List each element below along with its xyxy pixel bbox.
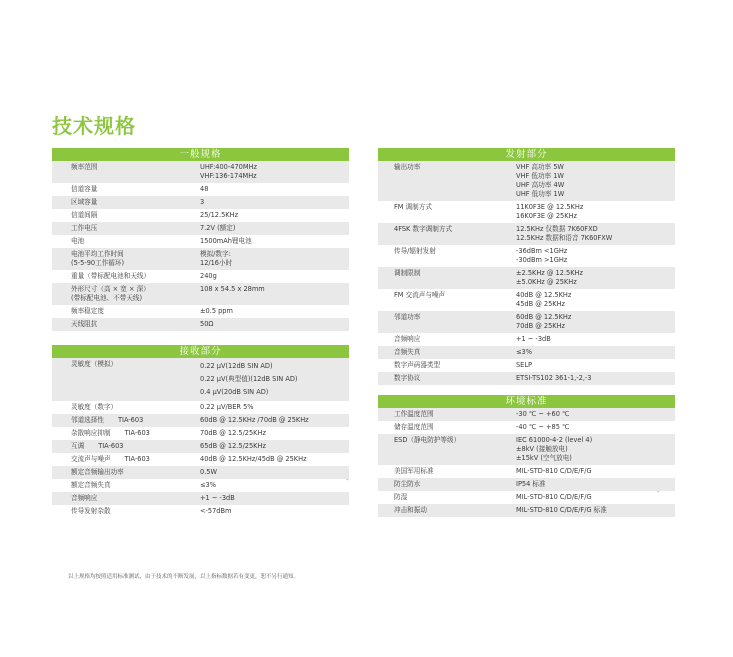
spec-label-line: 数字协议 xyxy=(394,374,421,382)
spec-value xyxy=(200,492,235,505)
spec-value-line: 240g xyxy=(200,272,217,280)
spec-value-line: 45dB @ 25KHz xyxy=(516,300,566,308)
spec-label-line: ESD（静电防护等级） xyxy=(394,436,461,444)
spec-value xyxy=(516,223,612,245)
spec-label-line: 冲击和振动 xyxy=(394,506,427,514)
spec-row xyxy=(378,491,675,504)
spec-value xyxy=(516,311,571,333)
page-title: 技术规格 xyxy=(52,114,136,138)
section-header: 发射部分 xyxy=(378,148,675,161)
spec-row xyxy=(378,372,675,385)
spec-value-line: UHF 高功率 4W xyxy=(516,181,565,189)
spec-value-line: ±5.0KHz @ 25KHz xyxy=(516,278,577,286)
spec-label xyxy=(52,440,200,453)
spec-value xyxy=(516,491,592,504)
spec-value-line: +1 ~ -3dB xyxy=(200,494,235,502)
spec-value xyxy=(516,201,583,223)
spec-row xyxy=(52,466,349,479)
spec-label xyxy=(52,466,200,479)
spec-value-line: 7.2V (额定) xyxy=(200,224,236,232)
spec-label xyxy=(52,161,200,183)
spec-value-line: 25/12.5KHz xyxy=(200,211,239,219)
spec-value-line: 0.22 μV/BER 5% xyxy=(200,403,254,411)
spec-value xyxy=(200,466,217,479)
spec-label-line: 额定音频失真 xyxy=(71,481,111,489)
spec-row xyxy=(52,222,349,235)
spec-value-line: -30dBm >1GHz xyxy=(516,256,568,264)
spec-label xyxy=(52,270,200,283)
spec-label-line: 频率稳定度 xyxy=(71,307,104,315)
spec-row xyxy=(378,359,675,372)
spec-value-line: 0.22 μV(12dB SIN AD) xyxy=(200,362,273,370)
spec-row xyxy=(378,201,675,223)
spec-value-line: 50Ω xyxy=(200,320,214,328)
spec-value xyxy=(516,161,564,201)
spec-label-line: 邻道功率 xyxy=(394,313,421,321)
spec-row xyxy=(378,267,675,289)
spec-value-line: 12.5KHz 数据和语音 7K60FXW xyxy=(516,234,613,242)
spec-label xyxy=(52,414,200,427)
margin-mark: - xyxy=(657,488,660,496)
spec-value-line: 模拟/数字: xyxy=(200,250,231,258)
spec-label-line: 天线阻抗 xyxy=(71,320,98,328)
spec-label-line: 灵敏度（模拟） xyxy=(71,360,118,368)
spec-value-line: 1500mAh锂电池 xyxy=(200,237,252,245)
spec-row xyxy=(378,465,675,478)
spec-row xyxy=(52,270,349,283)
spec-value-line: ±8kV (接触放电) xyxy=(516,445,568,453)
spec-label-line: 音频响应 xyxy=(394,335,421,343)
spec-value xyxy=(200,505,231,518)
spec-label xyxy=(52,358,200,401)
spec-value-line: IEC 61000-4-2 (level 4) xyxy=(516,436,593,444)
spec-label xyxy=(52,479,200,492)
spec-value-line: SELP xyxy=(516,361,533,369)
spec-value-line: ±2.5KHz @ 12.5KHz xyxy=(516,269,583,277)
spec-value xyxy=(200,305,233,318)
spec-label xyxy=(52,427,200,440)
spec-value xyxy=(516,372,592,385)
spec-label-line: (5-5-90工作循环) xyxy=(71,259,125,267)
spec-row xyxy=(378,408,675,421)
spec-row xyxy=(52,401,349,414)
spec-value-line: 60dB @ 12.5KHz /70dB @ 25KHz xyxy=(200,416,309,424)
spec-row xyxy=(52,183,349,196)
spec-value xyxy=(200,248,232,270)
spec-value-line: MIL-STD-810 C/D/E/F/G 标准 xyxy=(516,506,607,514)
spec-value xyxy=(200,161,257,183)
spec-value xyxy=(516,359,532,372)
spec-label-line xyxy=(71,429,200,438)
spec-label xyxy=(52,196,200,209)
spec-label-line: 工作电压 xyxy=(71,224,98,232)
spec-row xyxy=(52,479,349,492)
spec-row xyxy=(52,235,349,248)
right-spec-column xyxy=(378,148,675,517)
spec-label xyxy=(378,478,516,491)
spec-label xyxy=(52,305,200,318)
spec-label xyxy=(378,311,516,333)
spec-label-line: 美国军用标准 xyxy=(394,467,434,475)
spec-value-line: 40dB @ 12.5KHz/45dB @ 25KHz xyxy=(200,455,307,463)
spec-value-line: 70dB @ 12.5/25KHz xyxy=(200,429,266,437)
spec-label-line: 额定音频输出功率 xyxy=(71,468,124,476)
margin-mark: - xyxy=(346,476,349,484)
spec-label xyxy=(378,434,516,465)
spec-row xyxy=(52,305,349,318)
spec-row xyxy=(52,414,349,427)
spec-label-line: 灵敏度（数字） xyxy=(71,403,118,411)
spec-label-line: 音频失真 xyxy=(394,348,421,356)
spec-value-line: 12/16小时 xyxy=(200,259,233,267)
test-standard: TIA-603 xyxy=(124,429,150,437)
spec-section xyxy=(52,148,349,331)
spec-label-line: 频率范围 xyxy=(71,163,98,171)
spec-value-line: -30 ℃ ~ +60 ℃ xyxy=(516,410,570,418)
spec-label-line: 防尘防水 xyxy=(394,480,421,488)
section-header: 环境标准 xyxy=(378,395,675,408)
spec-label xyxy=(378,346,516,359)
spec-label-line: FM 交流声与噪声 xyxy=(394,291,446,299)
spec-value-line: MIL-STD-810 C/D/E/F/G xyxy=(516,493,592,501)
spec-value-line: ≤3% xyxy=(200,481,216,489)
spec-value-line: IP54 标准 xyxy=(516,480,546,488)
spec-value xyxy=(200,414,309,427)
spec-value-line: 0.22 μV(典型值)(12dB SIN AD) xyxy=(200,375,298,383)
spec-value-line: 0.4 μV(20dB SIN AD) xyxy=(200,388,269,396)
spec-label-line: 传导/辐射发射 xyxy=(394,247,436,255)
spec-value-line: +1 ~ -3dB xyxy=(516,335,551,343)
spec-value xyxy=(516,465,592,478)
spec-value xyxy=(200,358,298,401)
spec-value xyxy=(200,479,216,492)
spec-value xyxy=(200,235,252,248)
spec-value-line: ETSI-TS102 361-1,-2,-3 xyxy=(516,374,592,382)
spec-label-line: (带标配电池、不带天线) xyxy=(71,294,143,302)
spec-label-line: 数字声码器类型 xyxy=(394,361,441,369)
spec-label-text: 交流声与噪声 xyxy=(71,455,111,463)
spec-value xyxy=(516,333,551,346)
spec-label-text: 邻道选择性 xyxy=(71,416,104,424)
spec-label xyxy=(52,318,200,331)
test-standard: TIA-603 xyxy=(117,416,144,424)
spec-value xyxy=(200,401,254,414)
spec-value-line: 3 xyxy=(200,198,205,206)
spec-label-text: 互调 xyxy=(71,442,85,450)
spec-label-line xyxy=(71,455,200,464)
spec-value-line: 60dB @ 12.5KHz xyxy=(516,313,572,321)
spec-value xyxy=(200,453,307,466)
spec-row xyxy=(378,478,675,491)
section-header: 接收部分 xyxy=(52,345,349,358)
spec-row xyxy=(52,427,349,440)
spec-label-line: 电池平均工作时间 xyxy=(71,250,124,258)
spec-value-line: -36dBm <1GHz xyxy=(516,247,568,255)
spec-label xyxy=(378,245,516,267)
spec-value xyxy=(516,346,532,359)
spec-row xyxy=(378,161,675,201)
spec-value xyxy=(200,196,204,209)
spec-label xyxy=(378,201,516,223)
spec-label-line: 外形尺寸（高 × 宽 × 深） xyxy=(71,285,150,293)
spec-value xyxy=(516,421,569,434)
spec-value xyxy=(200,283,265,305)
spec-row xyxy=(52,196,349,209)
spec-value-line: 108 x 54.5 x 28mm xyxy=(200,285,265,293)
spec-row xyxy=(378,311,675,333)
spec-value xyxy=(200,440,266,453)
spec-label-line: FM 调制方式 xyxy=(394,203,432,211)
spec-value xyxy=(516,289,571,311)
spec-label-line: 防湿 xyxy=(394,493,408,501)
spec-label-line xyxy=(71,442,200,451)
spec-value-line: VHF 高功率 5W xyxy=(516,163,564,171)
section-header: 一般规格 xyxy=(52,148,349,161)
spec-label xyxy=(378,372,516,385)
spec-label-line: 区域容量 xyxy=(71,198,98,206)
left-spec-column xyxy=(52,148,349,518)
spec-label xyxy=(378,223,516,245)
spec-section xyxy=(378,395,675,517)
spec-label xyxy=(52,209,200,222)
spec-value-line: ±0.5 ppm xyxy=(200,307,233,315)
spec-label xyxy=(378,408,516,421)
spec-value-line: VHF 低功率 1W xyxy=(516,172,564,180)
spec-row xyxy=(378,504,675,517)
spec-value-line: MIL-STD-810 C/D/E/F/G xyxy=(516,467,592,475)
test-standard: TIA-603 xyxy=(98,442,124,450)
spec-row xyxy=(52,283,349,305)
spec-label xyxy=(52,505,200,518)
spec-value xyxy=(516,434,592,465)
spec-label-text: 杂散响应抑制 xyxy=(71,429,111,437)
spec-row xyxy=(378,289,675,311)
spec-value xyxy=(200,270,217,283)
spec-value-line: ±15kV (空气放电) xyxy=(516,454,572,462)
spec-value-line: -40 ℃ ~ +85 ℃ xyxy=(516,423,570,431)
spec-value-line: 48 xyxy=(200,185,209,193)
spec-value-line: 40dB @ 12.5KHz xyxy=(516,291,572,299)
spec-value xyxy=(200,209,238,222)
spec-label-line: 工作温度范围 xyxy=(394,410,434,418)
spec-row xyxy=(378,245,675,267)
spec-value-line: 16K0F3E @ 25KHz xyxy=(516,212,577,220)
spec-label xyxy=(52,492,200,505)
spec-row xyxy=(378,434,675,465)
spec-value-line: UHF:400-470MHz xyxy=(200,163,257,171)
spec-label xyxy=(378,491,516,504)
spec-row xyxy=(52,318,349,331)
spec-value-line: UHF 低功率 1W xyxy=(516,190,565,198)
spec-value xyxy=(200,222,235,235)
spec-value-line: 65dB @ 12.5/25KHz xyxy=(200,442,266,450)
spec-value xyxy=(516,245,567,267)
spec-value xyxy=(516,504,607,517)
spec-row xyxy=(52,453,349,466)
spec-row xyxy=(378,333,675,346)
spec-row xyxy=(52,161,349,183)
spec-value xyxy=(516,267,583,289)
spec-label xyxy=(378,333,516,346)
spec-label xyxy=(378,421,516,434)
spec-label xyxy=(52,222,200,235)
spec-label xyxy=(378,359,516,372)
spec-value-line: ≤3% xyxy=(516,348,532,356)
spec-label xyxy=(52,401,200,414)
spec-value-line: VHF:136-174MHz xyxy=(200,172,257,180)
spec-label-line: 重量（带标配电池和天线） xyxy=(71,272,151,280)
spec-label xyxy=(52,248,200,270)
spec-row xyxy=(52,492,349,505)
spec-row xyxy=(52,209,349,222)
spec-label-line: 音频响应 xyxy=(71,494,98,502)
footnote: 以上规格均按照适用标准测试，由于技术的不断发展，以上指标数据若有变更，恕不另行通知。 xyxy=(68,574,300,580)
spec-row xyxy=(52,358,349,401)
spec-row xyxy=(52,440,349,453)
spec-row xyxy=(52,248,349,270)
spec-row xyxy=(378,346,675,359)
spec-value-line: <-57dBm xyxy=(200,507,232,515)
spec-row xyxy=(378,421,675,434)
spec-label-line: 信道间隔 xyxy=(71,211,98,219)
spec-section xyxy=(52,345,349,518)
spec-label-line: 4FSK 数字调制方式 xyxy=(394,225,453,233)
spec-value xyxy=(516,408,569,421)
spec-label-line: 输出功率 xyxy=(394,163,421,171)
spec-label xyxy=(378,161,516,201)
spec-value-line: 11K0F3E @ 12.5KHz xyxy=(516,203,584,211)
spec-value xyxy=(200,318,213,331)
spec-row xyxy=(52,505,349,518)
test-standard: TIA-603 xyxy=(124,455,150,463)
spec-row xyxy=(378,223,675,245)
spec-label xyxy=(378,465,516,478)
spec-value-line: 12.5KHz 仅数据 7K60FXD xyxy=(516,225,598,233)
spec-section xyxy=(378,148,675,385)
spec-label-line: 传导发射杂散 xyxy=(71,507,111,515)
spec-label-line: 调制限制 xyxy=(394,269,421,277)
spec-label-line: 储存温度范围 xyxy=(394,423,434,431)
spec-label xyxy=(52,183,200,196)
spec-value-line: 0.5W xyxy=(200,468,218,476)
spec-label xyxy=(52,453,200,466)
spec-label xyxy=(378,289,516,311)
spec-value xyxy=(200,183,208,196)
spec-value-line: 70dB @ 25KHz xyxy=(516,322,566,330)
spec-label xyxy=(378,504,516,517)
spec-label xyxy=(52,235,200,248)
spec-label-line xyxy=(71,416,200,425)
spec-label xyxy=(52,283,200,305)
spec-value xyxy=(200,427,266,440)
spec-label xyxy=(378,267,516,289)
spec-label-line: 信道容量 xyxy=(71,185,98,193)
spec-value xyxy=(516,478,546,491)
spec-label-line: 电池 xyxy=(71,237,85,245)
